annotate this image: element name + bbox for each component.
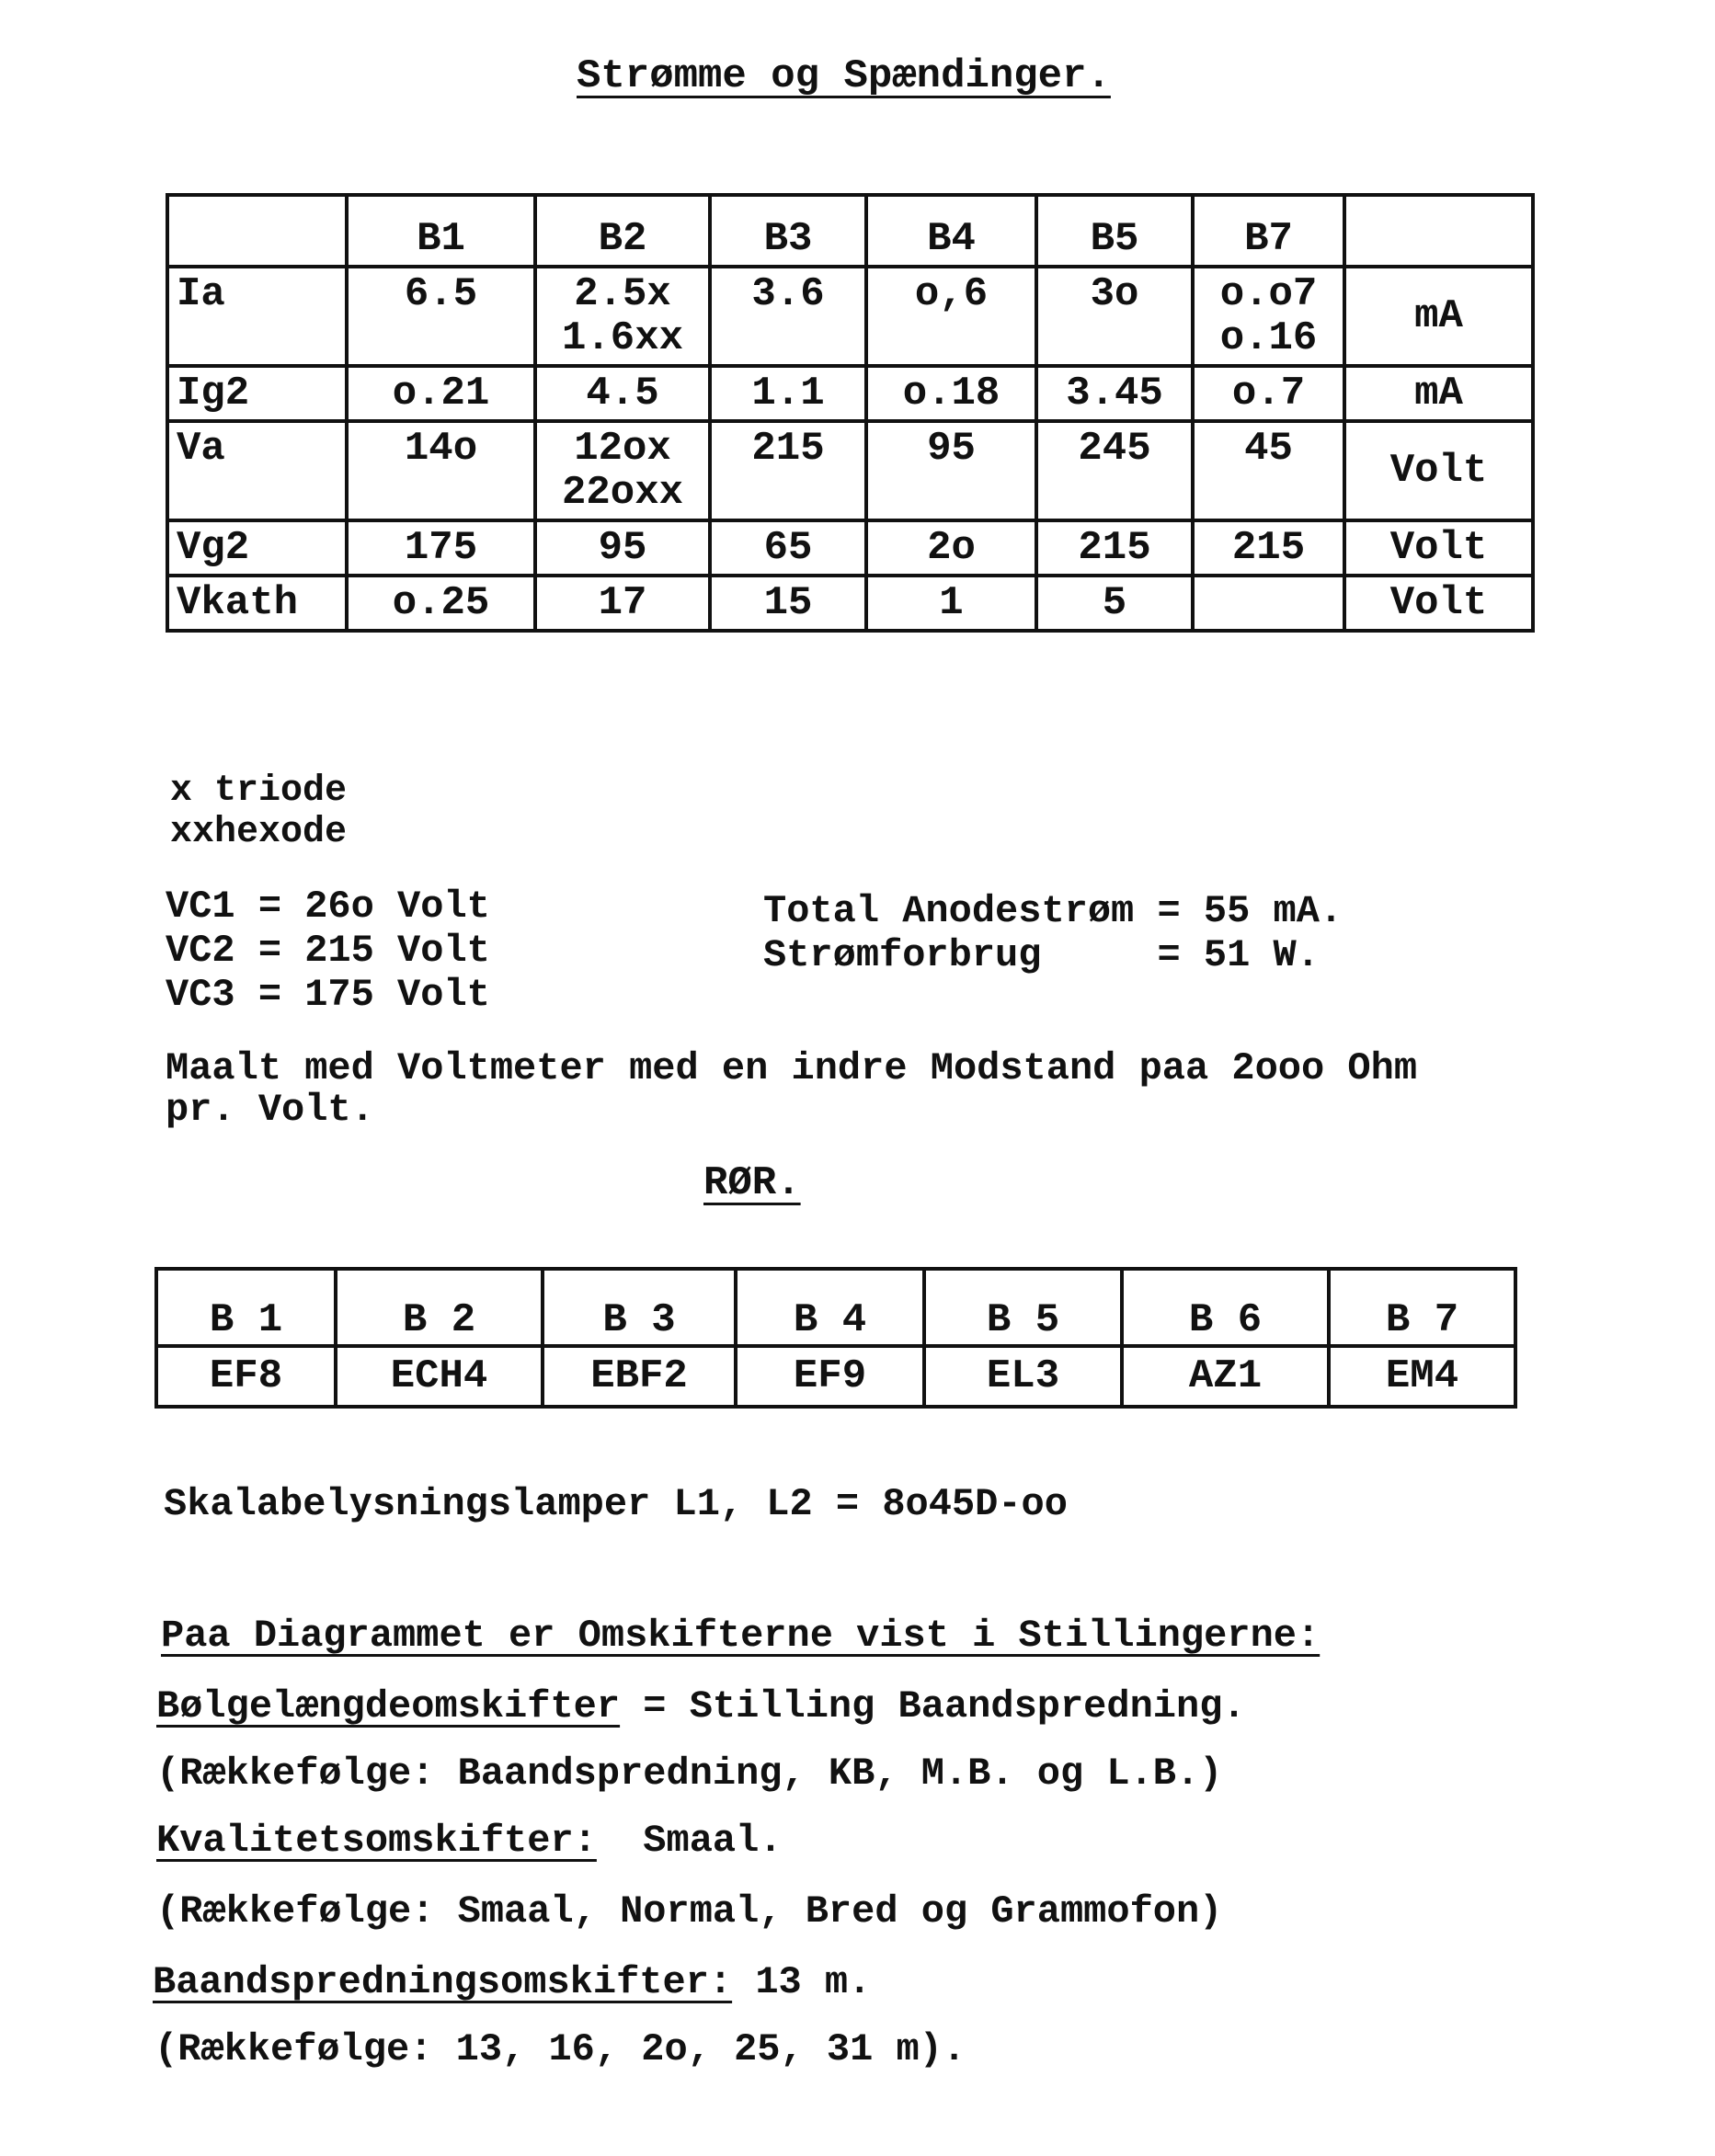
table-cell <box>866 520 1036 576</box>
table-cell <box>710 366 866 421</box>
cell-value: o,6 <box>914 271 989 317</box>
tube-type: EF8 <box>156 1346 336 1407</box>
unit-cell: Volt <box>1344 421 1533 520</box>
cell-value: 3o <box>1090 271 1139 317</box>
tube-type: EF9 <box>736 1346 924 1407</box>
column-header: B1 <box>347 195 535 267</box>
cell-value: 14o <box>404 426 478 472</box>
table-cell <box>866 576 1036 631</box>
table-cell <box>1193 576 1344 631</box>
column-header: B2 <box>535 195 710 267</box>
cell-value: 2o <box>927 525 976 571</box>
power-consumption: Strømforbrug = 51 W. <box>763 933 1320 977</box>
cell-value: 95 <box>927 426 976 472</box>
cell-value: 3.6 <box>751 271 825 317</box>
column-header: B5 <box>1036 195 1193 267</box>
cell-value: 45 <box>1244 426 1293 472</box>
table-cell <box>866 366 1036 421</box>
table-cell <box>535 366 710 421</box>
tube-position: B 3 <box>543 1269 736 1346</box>
tube-position: B 7 <box>1329 1269 1515 1346</box>
cell-value: 2.5x <box>574 271 671 317</box>
cell-value: 245 <box>1078 426 1151 472</box>
legend-triode: x triode <box>170 770 348 812</box>
table-cell <box>347 267 535 366</box>
table-cell <box>1193 267 1344 366</box>
table-cell <box>710 267 866 366</box>
table-cell <box>347 366 535 421</box>
measurement-note-line-2: pr. Volt. <box>166 1088 374 1132</box>
table-row <box>167 366 1533 421</box>
cell-value: o.18 <box>902 371 1000 416</box>
tube-type: ECH4 <box>336 1346 543 1407</box>
table-cell <box>1036 267 1193 366</box>
table-row <box>167 267 1533 366</box>
table-cell <box>347 576 535 631</box>
quality-switch-label: Kvalitetsomskifter: <box>156 1819 597 1863</box>
wave-switch-label: Bølgelængdeomskifter <box>156 1684 621 1728</box>
voltage-vc1: VC1 = 26o Volt <box>166 884 490 929</box>
bandspread-switch-line <box>153 1960 871 2004</box>
unit-cell: mA <box>1344 267 1533 366</box>
cell-value: 4.5 <box>586 371 659 416</box>
currents-voltages-table <box>166 193 1535 633</box>
cell-value: 215 <box>751 426 825 472</box>
table-cell <box>535 421 710 520</box>
table-cell <box>535 267 710 366</box>
cell-value: o.21 <box>392 371 490 416</box>
total-anode-current: Total Anodestrøm = 55 mA. <box>763 889 1343 933</box>
cell-value: 6.5 <box>404 271 478 317</box>
tube-types-row <box>156 1346 1515 1407</box>
table-cell <box>1036 366 1193 421</box>
wave-switch-value: = Stilling Baandspredning. <box>620 1684 1246 1728</box>
tube-type: EM4 <box>1329 1346 1515 1407</box>
row-label: Vg2 <box>167 520 347 576</box>
table-cell <box>347 520 535 576</box>
cell-value: 215 <box>1231 525 1306 571</box>
bandspread-switch-value: 13 m. <box>732 1960 872 2004</box>
tube-type: AZ1 <box>1122 1346 1329 1407</box>
unit-cell: mA <box>1344 366 1533 421</box>
tube-position: B 4 <box>736 1269 924 1346</box>
cell-value: o.7 <box>1231 371 1306 416</box>
table-cell <box>1036 576 1193 631</box>
voltage-vc3: VC3 = 175 Volt <box>166 973 490 1017</box>
quality-switch-line <box>156 1819 783 1863</box>
cell-value: 95 <box>598 525 647 571</box>
cell-value: o.16 <box>1219 315 1318 361</box>
switches-intro: Paa Diagrammet er Omskifterne vist i Stillingerne: <box>161 1614 1321 1658</box>
tube-type: EL3 <box>924 1346 1122 1407</box>
cell-value: o.o7 <box>1219 271 1318 317</box>
row-label: Ia <box>167 267 347 366</box>
table-cell <box>710 576 866 631</box>
page-title: Strømme og Spændinger. <box>577 53 1111 99</box>
row-label: Vkath <box>167 576 347 631</box>
cell-value: 17 <box>598 580 647 626</box>
measurement-note-line-1: Maalt med Voltmeter med en indre Modstand paa 2ooo Ohm <box>166 1046 1418 1090</box>
tubes-title: RØR. <box>703 1160 801 1206</box>
quality-switch-value: Smaal. <box>596 1819 783 1863</box>
table-cell <box>535 576 710 631</box>
table-cell <box>1193 366 1344 421</box>
table-header-row <box>167 195 1533 267</box>
table-cell <box>1193 520 1344 576</box>
bandspread-switch-order: (Rækkefølge: 13, 16, 2o, 25, 31 m). <box>154 2027 966 2071</box>
table-cell <box>347 421 535 520</box>
column-header: B4 <box>866 195 1036 267</box>
table-cell <box>1193 421 1344 520</box>
cell-value: 22oxx <box>561 470 684 516</box>
wave-switch-line <box>156 1684 1246 1728</box>
cell-value: 15 <box>763 580 813 626</box>
column-header: B7 <box>1193 195 1344 267</box>
cell-value: 215 <box>1078 525 1151 571</box>
cell-value: 175 <box>404 525 478 571</box>
table-row <box>167 520 1533 576</box>
tube-type: EBF2 <box>543 1346 736 1407</box>
unit-cell: Volt <box>1344 520 1533 576</box>
table-cell <box>710 421 866 520</box>
bandspread-switch-label: Baandspredningsomskifter: <box>153 1960 733 2004</box>
table-cell <box>866 421 1036 520</box>
row-label: Va <box>167 421 347 520</box>
scale-lamps: Skalabelysningslamper L1, L2 = 8o45D-oo <box>164 1482 1068 1526</box>
table-cell <box>866 267 1036 366</box>
wave-switch-order: (Rækkefølge: Baandspredning, KB, M.B. og L.B.) <box>156 1751 1223 1796</box>
cell-value: 65 <box>763 525 813 571</box>
table-row <box>167 421 1533 520</box>
tubes-table <box>154 1267 1517 1409</box>
voltage-vc2: VC2 = 215 Volt <box>166 929 490 973</box>
unit-cell: Volt <box>1344 576 1533 631</box>
column-header <box>167 195 347 267</box>
cell-value: o.25 <box>392 580 490 626</box>
table-cell <box>710 520 866 576</box>
tube-position: B 5 <box>924 1269 1122 1346</box>
cell-value: 1 <box>939 580 964 626</box>
cell-value: 12ox <box>574 426 671 472</box>
table-row <box>167 576 1533 631</box>
cell-value: 5 <box>1102 580 1127 626</box>
column-header: B3 <box>710 195 866 267</box>
column-header <box>1344 195 1533 267</box>
quality-switch-order: (Rækkefølge: Smaal, Normal, Bred og Grammofon) <box>156 1889 1223 1934</box>
table-cell <box>1036 421 1193 520</box>
tube-position: B 2 <box>336 1269 543 1346</box>
tube-position: B 6 <box>1122 1269 1329 1346</box>
tube-position: B 1 <box>156 1269 336 1346</box>
row-label: Ig2 <box>167 366 347 421</box>
cell-value: 1.6xx <box>561 315 684 361</box>
table-cell <box>535 520 710 576</box>
cell-value: 1.1 <box>751 371 825 416</box>
tube-positions-row <box>156 1269 1515 1346</box>
table-cell <box>1036 520 1193 576</box>
cell-value: 3.45 <box>1066 371 1163 416</box>
legend-hexode: xxhexode <box>170 812 348 853</box>
